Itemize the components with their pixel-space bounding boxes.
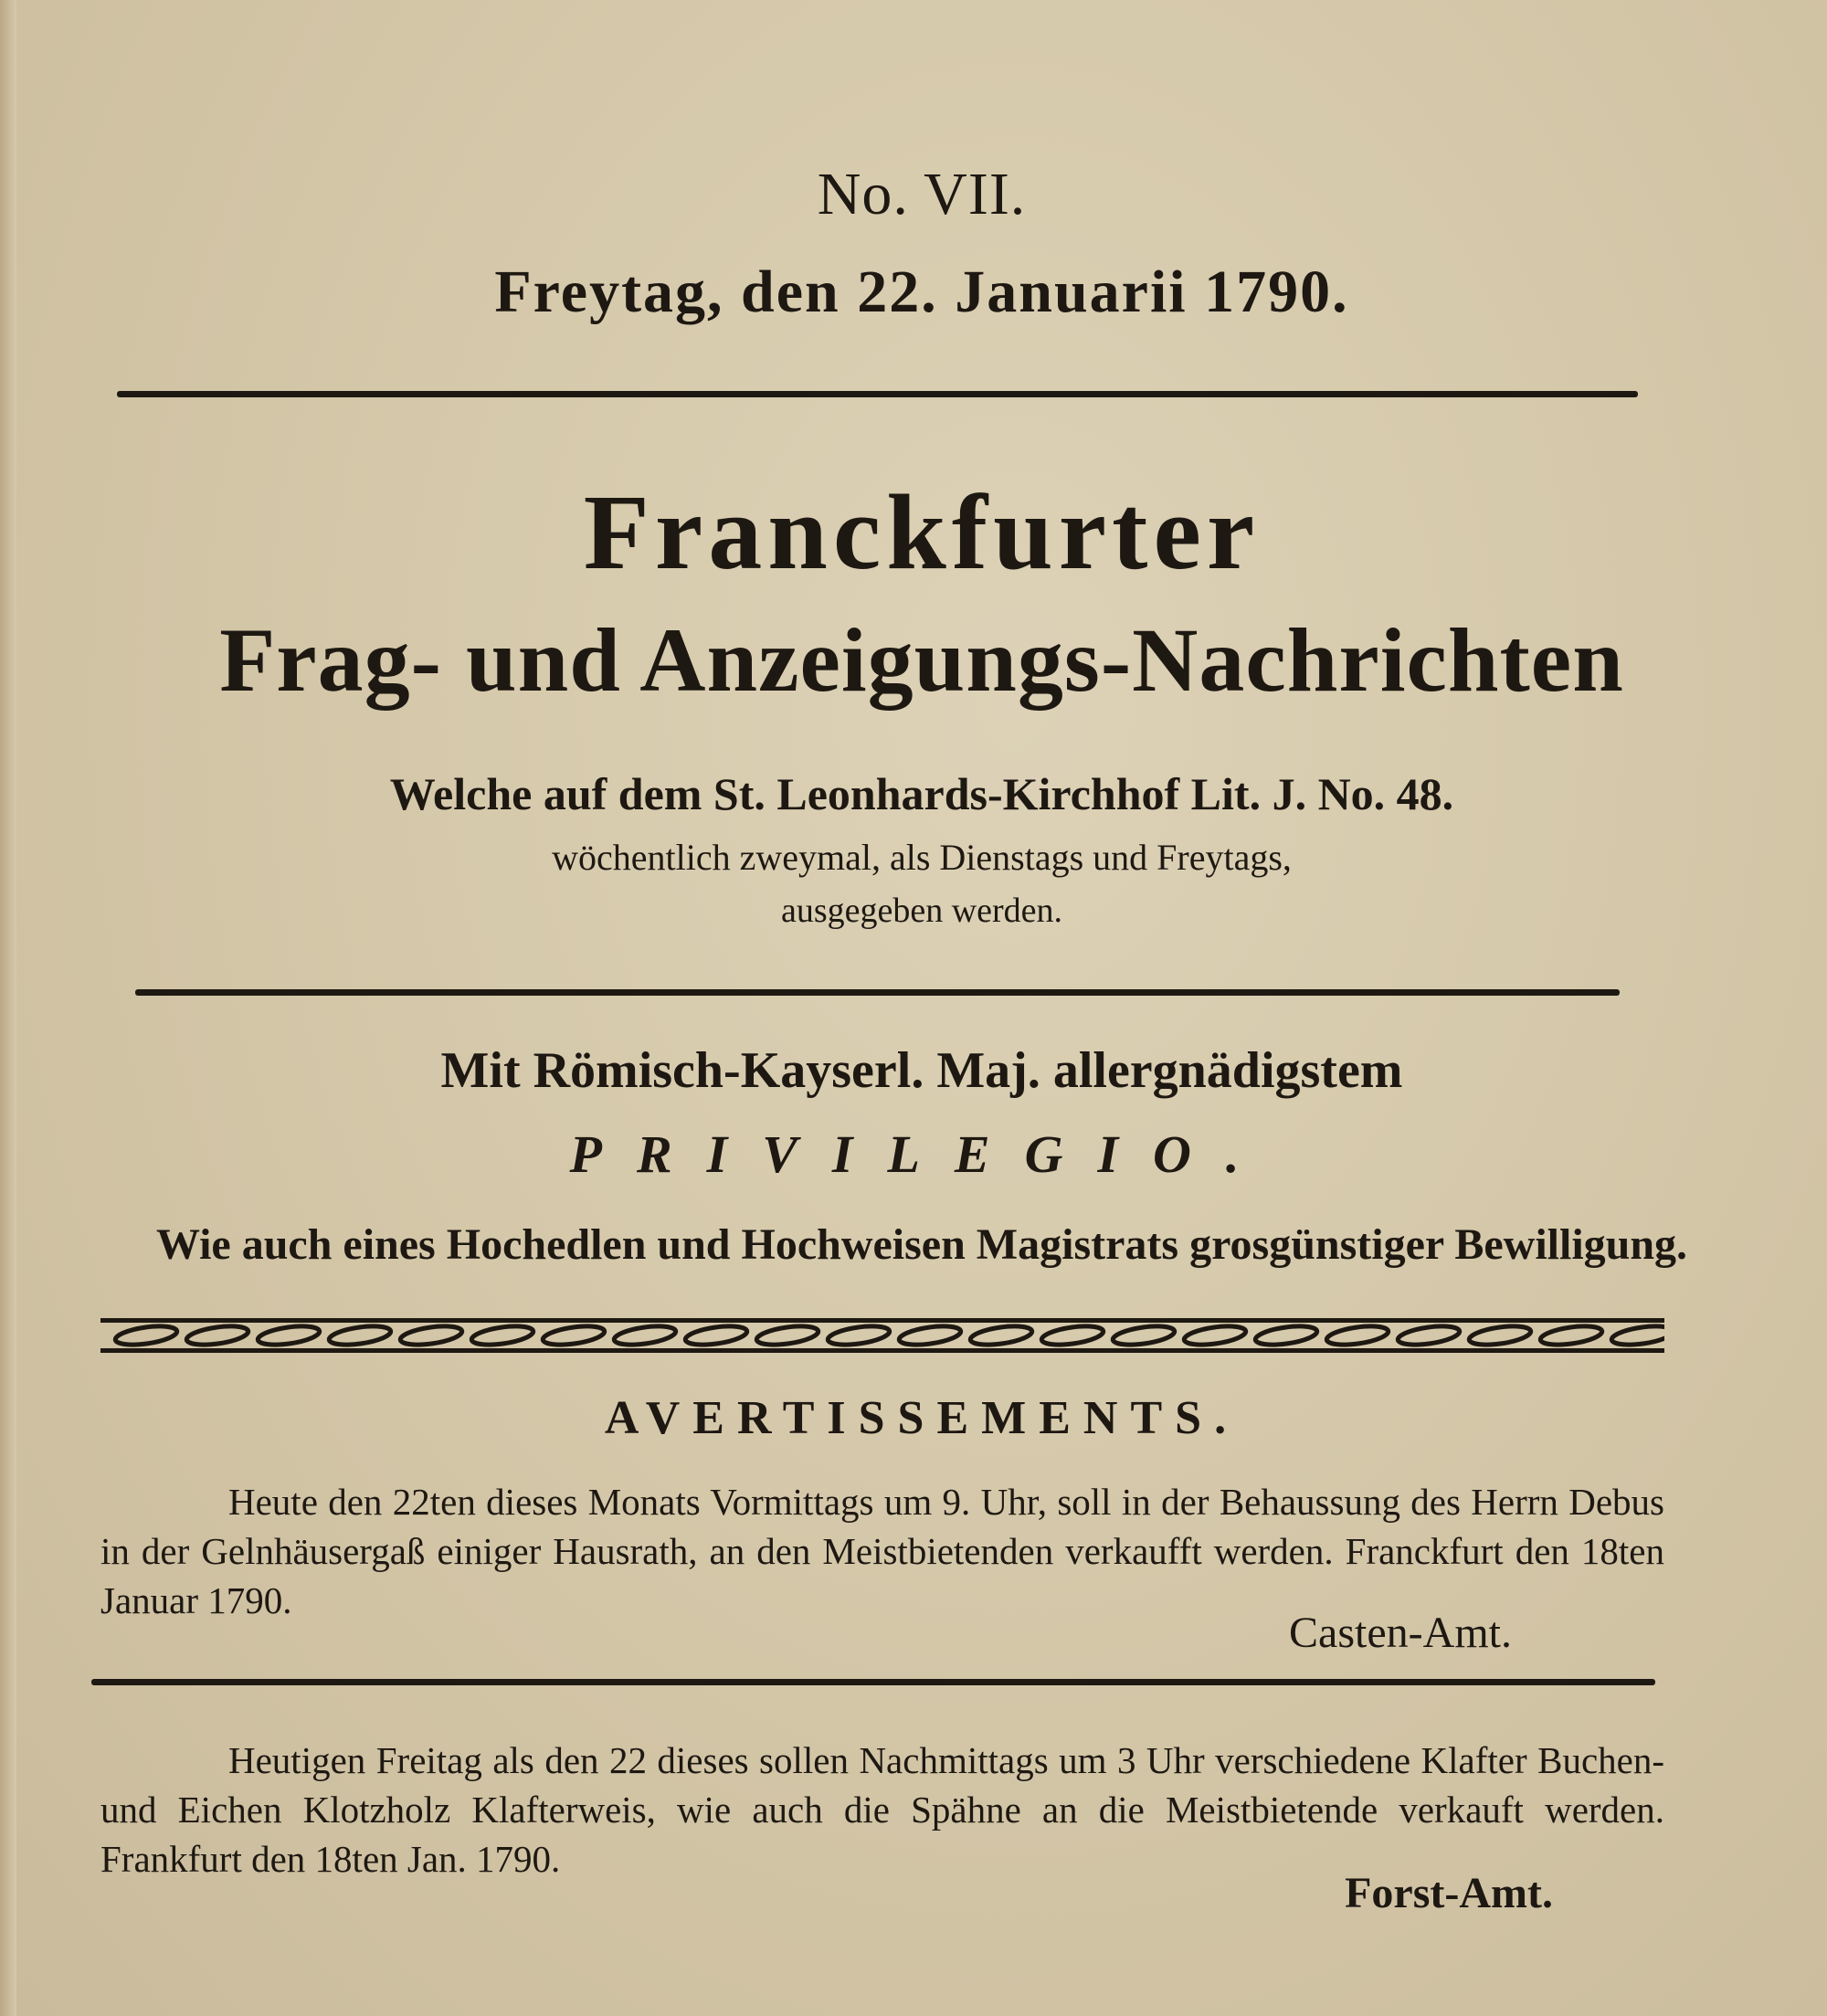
- chain-link: [1112, 1323, 1176, 1347]
- publication-issued: ausgegeben werden.: [780, 892, 1063, 930]
- chain-link: [1325, 1323, 1389, 1347]
- privilege-line3: Wie auch eines Hochedlen und Hochweisen Magistrats grosgünstiger Bewilligung.: [155, 1220, 1688, 1269]
- issue-number: No. VII.: [817, 161, 1027, 227]
- chain-link: [1468, 1323, 1532, 1347]
- chain-link: [1397, 1323, 1461, 1347]
- privilege-heading: PRIVILEGIO.: [569, 1124, 1274, 1184]
- ornamental-border: [100, 1315, 1664, 1356]
- chain-link: [399, 1323, 463, 1347]
- chain-link: [328, 1323, 392, 1347]
- chain-link: [1254, 1323, 1318, 1347]
- divider-rule-bottom: [91, 1679, 1655, 1685]
- publication-address: Welche auf dem St. Leonhards-Kirchhof Lit. J. No. 48.: [389, 768, 1454, 819]
- chain-link: [185, 1323, 249, 1347]
- newspaper-page: [16, 0, 1827, 2016]
- notice-text: Heutigen Freitag als den 22 dieses sollen Nachmittags um 3 Uhr verschiedene Klafter Buchen- und Eichen Klotzholz Klafterweis, wie auch die Spähne an die Meistbietende verkauft werden. Frankfurt den 18ten Jan. 1790.: [100, 1739, 1664, 1880]
- chain-link: [613, 1323, 677, 1347]
- section-heading: AVERTISSEMENTS.: [604, 1392, 1240, 1444]
- chain-link: [684, 1323, 748, 1347]
- chain-link: [1040, 1323, 1104, 1347]
- notice-text: Heute den 22ten dieses Monats Vormittags um 9. Uhr, soll in der Behaussung des Herrn Debus in der Gelnhäusergaß einiger Hausrath, an den Meistbietenden verkaufft werden. Franckfurt den 18ten Januar 1790.: [100, 1481, 1664, 1621]
- notice-signature: Forst-Amt.: [1345, 1869, 1553, 1917]
- divider-rule-top: [117, 391, 1638, 397]
- privilege-line1: Mit Römisch-Kayserl. Maj. allergnädigstem: [440, 1042, 1403, 1099]
- masthead-title-line2: Frag- und Anzeigungs-Nachrichten: [219, 609, 1624, 711]
- divider-rule-middle: [135, 989, 1620, 996]
- chain-link: [542, 1323, 606, 1347]
- notice-signature: Casten-Amt.: [1289, 1609, 1512, 1657]
- publication-schedule: wöchentlich zweymal, als Dienstags und Freytags,: [552, 837, 1292, 878]
- chain-link: [1539, 1323, 1603, 1347]
- chain-link: [257, 1323, 321, 1347]
- issue-date: Freytag, den 22. Januarii 1790.: [494, 259, 1349, 325]
- book-spine-edge: [0, 0, 18, 2016]
- masthead-title-line1: Franckfurter: [583, 472, 1261, 592]
- chain-link: [1611, 1323, 1664, 1347]
- chain-link: [470, 1323, 534, 1347]
- chain-link: [1183, 1323, 1247, 1347]
- chain-link: [898, 1323, 962, 1347]
- chain-link: [969, 1323, 1033, 1347]
- chain-link: [827, 1323, 891, 1347]
- chain-link: [755, 1323, 819, 1347]
- chain-link: [114, 1323, 178, 1347]
